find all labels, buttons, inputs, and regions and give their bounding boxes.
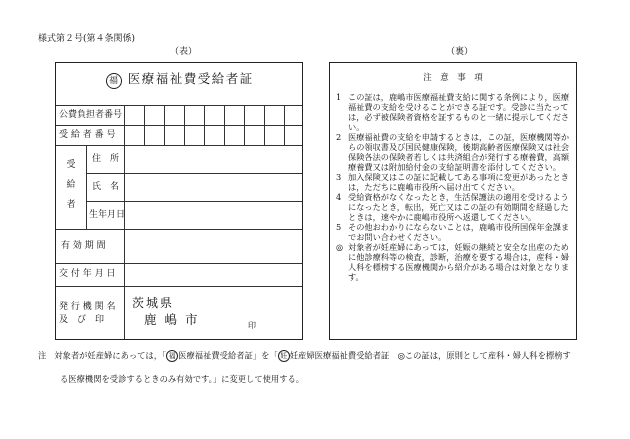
list-item: 4 受給資格がなくなったとき，生活保護法の適用を受けるようになったとき，転出，死亡又はこの証の有効期間を経過したときは，速やかに鹿嶋市役所へ返還してください。 [336,192,569,222]
issuer-label-line1: 発 行 機 関 名 [59,302,116,312]
front-side-label: （表） [170,47,198,57]
list-item: 2 医療福祉費の支給を申請するときは，この証，医療機関等からの領収書及び国民健康保険，後期高齢者医療保険又は社会保険各法の保険者若しくは共済組合が発行する療養費，高額療養費又は附加給付金の支給証明書を添付してください。 [336,132,570,172]
notice-heading: 注 意 事 項 [423,73,483,83]
back-card [329,62,577,340]
address-label: 住 所 [92,154,120,164]
footnote-line2: る医療機関を受診するときのみ有効です。」に変更して使用する。 [60,374,305,384]
list-item: 1 この証は，鹿嶋市医療福祉費支給に関する条例により，医療福祉費の支給を受けることができる証です。受診に当たっては，必ず被保険者資格を証するものと一緒に提示してください。 [336,92,570,132]
footnote-prefix: 注 [38,350,47,361]
form-number: 様式第２号(第４条関係) [38,34,136,44]
pregnancy-mark-icon: 妊 [278,350,290,362]
back-side-label: （裏） [446,47,474,57]
front-card [55,62,303,340]
issue-date-label: 交 付 年 月 日 [59,269,116,279]
card-title-text: 医療福祉費受給者証 [127,71,254,86]
notice-list [336,92,572,282]
welfare-mark-icon: 福 [106,73,122,89]
welfare-mark-icon: 福 [166,350,178,362]
recipient-number-label: 受 給 者 番 号 [59,130,116,140]
footnote-line1: 注 対象者が妊産婦にあっては，「 福 医療福祉費受給者証」を「 妊 妊産婦医療福祉費受給者証 ◎この証は，原則として産科・婦人科を標榜す [38,350,571,361]
issuer-city: 鹿 嶋 市 [144,312,200,327]
list-item: ◎ 対象者が妊産婦にあっては，妊娠の継続と安全な出産のために他診療科等の検査，診断，治療を要する場合は，産科・婦人科を標榜する医療機関から紹介がある場合は対象となります。 [336,242,570,282]
card-title [74,71,286,89]
name-label: 氏 名 [92,182,120,192]
seal-label: 印 [248,321,256,330]
validity-label: 有 効 期 間 [61,241,106,251]
payer-number-label: 公費負担者番号 [59,110,123,120]
list-item: 5 その他おわかりにならないことは，鹿嶋市役所国保年金課までお問い合わせください。 [336,222,570,242]
issuer-prefecture: 茨城県 [132,296,175,310]
list-item: 3 加入保険又はこの証に記載してある事項に変更があったときは，ただちに鹿嶋市役所へ届け出てください。 [336,172,569,192]
birthdate-label: 生年月日 [89,210,126,220]
issuer-label-line2: 及 び 印 [59,315,105,325]
recipient-group-label: 受 給 者 [66,160,76,210]
